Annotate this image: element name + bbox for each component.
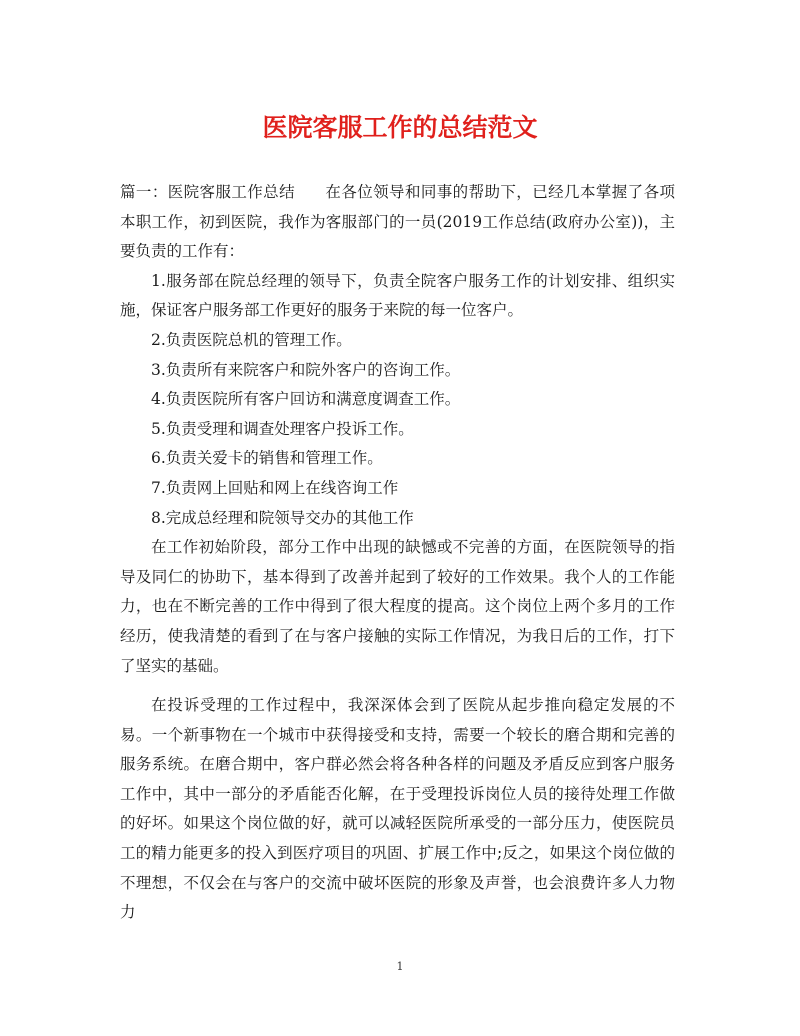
list-item: 1.服务部在院总经理的领导下，负责全院客户服务工作的计划安排、组织实施，保证客户服务部工作更好的服务于来院的每一位客户。 <box>120 271 675 320</box>
page-number: 1 <box>396 960 404 973</box>
list-item: 3.负责所有来院客户和院外客户的咨询工作。 <box>151 360 461 379</box>
document-title: 医院客服工作的总结范文 <box>262 113 538 142</box>
list-item: 6.负责关爱卡的销售和管理工作。 <box>151 449 383 468</box>
list-item: 7.负责网上回贴和网上在线咨询工作 <box>151 478 399 497</box>
list-item: 4.负责医院所有客户回访和满意度调查工作。 <box>151 390 461 409</box>
intro-paragraph <box>120 178 675 267</box>
intro-text: 在各位领导和同事的帮助下，已经几本掌握了各项本职工作，初到医院，我作为客服部门的一员(2019工作总结(政府办公室))，主要负责的工作有： <box>120 183 675 261</box>
list-item: 8.完成总经理和院领导交办的其他工作 <box>151 508 414 527</box>
list-item: 2.负责医院总机的管理工作。 <box>151 330 352 349</box>
section-heading: 篇一：医院客服工作总结 <box>120 183 295 201</box>
list-item: 5.负责受理和调查处理客户投诉工作。 <box>151 419 414 438</box>
body-paragraph: 在投诉受理的工作过程中，我深深体会到了医院从起步推向稳定发展的不易。一个新事物在一个城市中获得接受和支持，需要一个较长的磨合期和完善的服务系统。在磨合期中，客户群必然会将各种各样的问题及矛盾反应到客户服务工作中，其中一部分的矛盾能否化解，在于受理投诉岗位人员的接待处理工作做的好坏。如果这个岗位做的好，就可以减轻医院所承受的一部分压力，使医院员工的精力能更多的投入到医疗项目的巩固、扩展工作中;反之，如果这个岗位做的不理想，不仅会在与客户的交流中破坏医院的形象及声誉，也会浪费许多人力物力 <box>120 696 675 922</box>
document-body <box>120 178 675 928</box>
body-paragraph: 在工作初始阶段，部分工作中出现的缺憾或不完善的方面，在医院领导的指导及同仁的协助下，基本得到了改善并起到了较好的工作效果。我个人的工作能力，也在不断完善的工作中得到了很大程度的提高。这个岗位上两个多月的工作经历，使我清楚的看到了在与客户接触的实际工作情况，为我日后的工作，打下了坚实的基础。 <box>120 538 675 675</box>
